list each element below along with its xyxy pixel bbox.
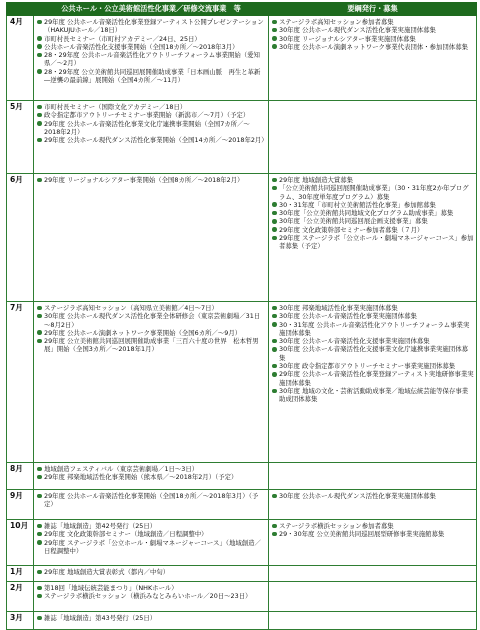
list-item-text: 30・31年度 公共ホール音楽活性化アウトリーチフォーラム事業実施団体募集 [279, 320, 470, 337]
program-cell [34, 582, 269, 612]
program-list [37, 103, 266, 144]
program-list [37, 18, 266, 84]
list-item-text: ステージラボ横浜セッション（横浜みなとみらいホール／20日～23日） [44, 592, 252, 601]
recruitment-cell [269, 174, 477, 302]
table-row [7, 174, 477, 302]
list-item [37, 329, 266, 337]
list-item-text: 30年度 邦楽地域活性化事業実施団体募集 [279, 304, 398, 312]
program-cell [34, 520, 269, 566]
month-cell: 5月 [7, 101, 34, 174]
table-row [7, 463, 477, 490]
list-item [37, 68, 266, 85]
list-item [272, 370, 474, 387]
list-item [37, 530, 266, 538]
list-item-text: 地域創造フェスティバル（東京芸術劇場／1日～3日） [44, 465, 199, 473]
list-item [272, 35, 474, 43]
list-item [37, 176, 266, 184]
list-item-text: 29年度 文化政策幹部セミナー（地域創造／日程調整中） [44, 530, 208, 539]
table-row [7, 302, 477, 463]
list-item [272, 387, 474, 404]
table-row [7, 16, 477, 101]
list-item [37, 111, 266, 119]
month-cell: 8月 [7, 463, 34, 490]
list-item-text: 30年度 公共ホール現代ダンス活性化事業実施団体募集 [279, 26, 436, 35]
program-list [37, 465, 266, 482]
month-cell: 4月 [7, 16, 34, 101]
program-list [37, 176, 266, 184]
list-item-text: 雑誌「地域創造」第42号発行（25日） [44, 522, 157, 530]
list-item-text: 29年度 文化政策幹部セミナー参加者募集（７月） [279, 225, 424, 234]
program-list [37, 522, 266, 555]
recruitment-cell [269, 566, 477, 582]
list-item [37, 312, 266, 329]
list-item [272, 530, 474, 538]
list-item-text: ステージラボ高知セッション（高知県立美術館／4日～7日） [44, 304, 218, 312]
list-item-text: 30年度 公共ホール音楽活性化支援事業文化庁連携事業実施団体募集 [279, 345, 468, 362]
list-item [272, 201, 474, 209]
list-item-text: 30年度 公共ホール音楽活性化事業実施団体募集 [279, 312, 417, 321]
program-list [37, 584, 266, 601]
list-item [272, 312, 474, 320]
list-item-text: 29年度 邦楽地域活性化事業開始（熊本県／～2018年2月）（予定） [44, 473, 238, 482]
list-item-text: 28・29年度 公共ホール音楽活性化アウトリーチフォーラム事業開始（愛知県／～2月） [44, 51, 260, 68]
list-item-text: 政令指定都市アウトリーチセミナー事業開始（新潟市／～7月）（予定） [44, 111, 250, 120]
list-item-text: 28・29年度 公立美術館共同巡回展開催助成事業「日本画山脈 再生と革新―逆襲の最前線」展開始（全国4カ所／～11月） [44, 67, 261, 85]
list-item-text: 30年度 リージョナルシアター事業実施団体募集 [279, 34, 416, 43]
list-item-text: 29年度 公共ホール現代ダンス活性化事業開始（全国14カ所／～2018年2月） [44, 136, 268, 145]
list-item [272, 26, 474, 34]
list-item [37, 492, 266, 509]
list-item-text: 29年度 公共ホール音楽活性化事業文化庁連携事業開始（全国7カ所／～2018年2月） [44, 119, 250, 136]
table-body [7, 16, 477, 630]
list-item-text: 雑誌「地域創造」第43号発行（25日） [44, 614, 157, 622]
recruitment-list [272, 176, 474, 251]
list-item [272, 184, 474, 201]
list-item [272, 43, 474, 51]
list-item-text: 29年度 ステージラボ「公立ホール・劇場マネージャーコース」（地域創造／日程調整中） [44, 538, 261, 555]
program-list [37, 304, 266, 354]
table-row [7, 566, 477, 582]
list-item-text: 30年度 公共ホール演劇ネットワーク事業代表団体・参加団体募集 [279, 42, 468, 51]
recruitment-list [272, 18, 474, 51]
list-item-text: 29年度 公立美術館共同巡回展開催助成事業「三百六十度の世界 松本哲男展」開始（全国3カ所／～2018年1月） [44, 337, 259, 354]
list-item [37, 568, 266, 576]
program-list [37, 614, 266, 622]
program-cell [34, 566, 269, 582]
list-item-text: 30年度 公共ホール現代ダンス活性化事業実施団体募集 [279, 492, 436, 500]
table-row [7, 582, 477, 612]
month-cell: 1月 [7, 566, 34, 582]
list-item [37, 35, 266, 43]
list-item [272, 217, 474, 225]
list-item-text: 29年度 公共ホール音楽活性化事業登録アーティスト実地研修事業実施団体募集 [279, 370, 474, 387]
month-cell: 3月 [7, 612, 34, 630]
program-cell [34, 302, 269, 463]
list-item [37, 473, 266, 481]
program-cell [34, 101, 269, 174]
list-item [37, 614, 266, 622]
list-item-text: 公共ホール音楽活性化支援事業開始（全国18カ所／～2018年3月） [44, 42, 239, 51]
list-item-text: 市町村長セミナー（国際文化アカデミー／18日） [44, 103, 187, 111]
recruitment-cell [269, 101, 477, 174]
recruitment-list [272, 492, 474, 500]
header-right: 要綱発行・募集 [269, 3, 477, 16]
list-item [37, 51, 266, 68]
list-item-text: 29・30年度 公立美術館共同巡回展型研修事業実施館募集 [279, 530, 445, 539]
month-cell: 6月 [7, 174, 34, 302]
list-item-text: 29年度 公共ホール演劇ネットワーク事業開始（全国6カ所／～9月） [44, 328, 242, 337]
list-item-text: 29年度 地域創造大賞表彰式（都内／中旬） [44, 568, 170, 576]
list-item [272, 234, 474, 251]
list-item [37, 43, 266, 51]
recruitment-cell [269, 490, 477, 520]
list-item-text: 30年度 政令指定都市アウトリーチセミナー事業実施団体募集 [279, 362, 456, 371]
table-row [7, 612, 477, 630]
table-row [7, 490, 477, 520]
list-item-text: 30年度 地域の文化・芸術活動助成事業／地域伝統芸能等保存事業助成団体募集 [279, 386, 469, 404]
program-cell [34, 463, 269, 490]
recruitment-cell [269, 582, 477, 612]
month-cell: 7月 [7, 302, 34, 463]
recruitment-cell [269, 16, 477, 101]
list-item [37, 136, 266, 144]
list-item [37, 18, 266, 35]
list-item-text: 29年度 公共ホール音楽活性化事業開始（全国18カ所／～2018年3月）（予定） [44, 492, 259, 509]
list-item [37, 539, 266, 556]
list-item-text: 29年度 ステージラボ「公立ホール・劇場マネージャーコース」参加者募集（予定） [279, 234, 474, 251]
list-item [272, 492, 474, 500]
program-cell [34, 16, 269, 101]
list-item-text: 第18回「地域伝統芸能まつり」（NHKホール） [44, 584, 178, 592]
month-cell: 10月 [7, 520, 34, 566]
list-item-text: ステージラボ高知セッション参加者募集 [279, 18, 394, 26]
list-item [272, 226, 474, 234]
recruitment-cell [269, 302, 477, 463]
list-item-text: 30年度「公立美術館共同巡回展企画支援事業」募集 [279, 217, 428, 226]
table-row [7, 101, 477, 174]
list-item [37, 592, 266, 600]
list-item-text: 30年度 公共ホール音楽活性化支援事業実施団体募集 [279, 337, 430, 346]
list-item-text: 30年度「公立美術館共同地域文化プログラム助成事業」募集 [279, 209, 454, 218]
list-item-text: 30・31年度「市町村立美術館活性化事業」参加館募集 [279, 200, 436, 209]
recruitment-list [272, 304, 474, 404]
list-item-text: 30年度 公共ホール現代ダンス活性化事業全体研修会（東京芸術劇場／31日～8月2日） [44, 312, 261, 329]
list-item-text: 29年度 リージョナルシアター事業開始（全国8カ所／～2018年2月） [44, 176, 244, 184]
list-item-text: 29年度 公共ホール音楽活性化事業登録アーティスト公開プレゼンテーション（HAKUJUホール／18日） [44, 18, 264, 35]
list-item-text: 「公立美術館共同巡回展開催助成事業」（30・31年度2か年プログラム、30年度単年度プログラム）募集 [279, 184, 469, 201]
month-cell: 9月 [7, 490, 34, 520]
program-cell [34, 612, 269, 630]
program-list [37, 492, 266, 509]
list-item-text: ステージラボ横浜セッション参加者募集 [279, 522, 394, 530]
table-header [7, 3, 477, 16]
list-item-text: 市町村長セミナー（市町村アカデミー／24日、25日） [44, 34, 201, 43]
table-row [7, 520, 477, 566]
list-item [272, 321, 474, 338]
list-item [272, 345, 474, 362]
list-item [37, 337, 266, 354]
header-left: 公共ホール・公立美術館活性化事業／研修交流事業 等 [34, 3, 269, 16]
header-month [7, 3, 34, 16]
recruitment-cell [269, 463, 477, 490]
header-row [7, 3, 477, 16]
month-cell: 2月 [7, 582, 34, 612]
program-list [37, 568, 266, 576]
schedule-table [6, 2, 477, 630]
program-cell [34, 174, 269, 302]
recruitment-cell [269, 520, 477, 566]
recruitment-cell [269, 612, 477, 630]
recruitment-list [272, 522, 474, 539]
list-item-text: 29年度 地域創造大賞募集 [279, 176, 354, 184]
program-cell [34, 490, 269, 520]
list-item [37, 120, 266, 137]
